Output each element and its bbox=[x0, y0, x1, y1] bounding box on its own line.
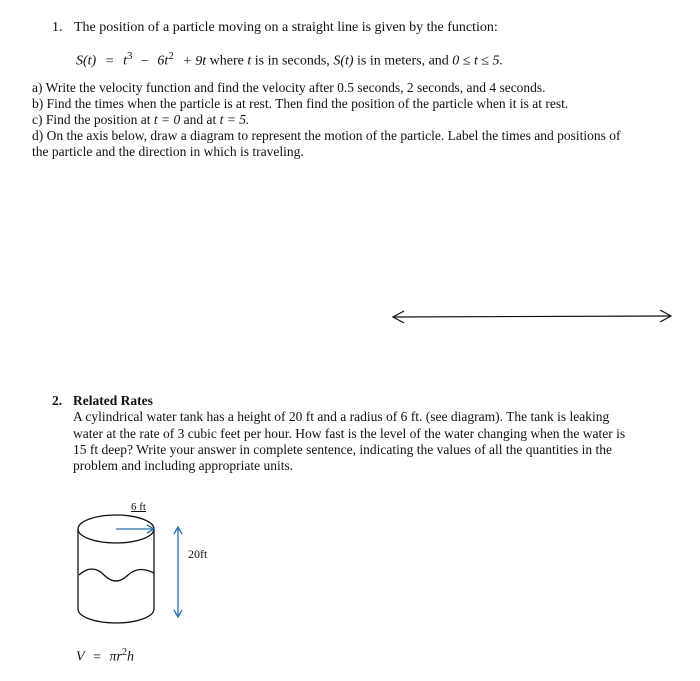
part-c bbox=[32, 111, 249, 128]
position-function bbox=[76, 47, 503, 71]
part-b: b) Find the times when the particle is at rest. Then find the position of the particle when it is at rest. bbox=[32, 96, 569, 111]
volume-v: V bbox=[76, 649, 85, 665]
where-text: where bbox=[209, 53, 244, 69]
problem2-line2: water at the rate of 3 cubic feet per hour. How fast is the level of the water changing when the water is bbox=[73, 426, 626, 441]
exponent-3: 3 bbox=[127, 50, 133, 62]
radius-label: 6 ft bbox=[131, 501, 146, 513]
problem1-intro: The position of a particle moving on a straight line is given by the function: bbox=[74, 20, 498, 35]
seconds-text: is in seconds, bbox=[254, 53, 330, 69]
domain-range: 0 ≤ t ≤ 5. bbox=[452, 53, 504, 69]
water-surface bbox=[79, 569, 154, 581]
s-variable: S(t) bbox=[333, 53, 354, 69]
problem2-title: Related Rates bbox=[73, 393, 153, 408]
t-equals-0: t = 0 bbox=[153, 112, 181, 127]
volume-h: h bbox=[126, 649, 134, 665]
equals-sign: = bbox=[105, 53, 114, 69]
problem2-number: 2. bbox=[52, 393, 63, 408]
height-label: 20ft bbox=[188, 547, 208, 561]
cylinder-diagram bbox=[70, 505, 200, 630]
t-variable: t bbox=[247, 53, 252, 69]
problem2-line3: 15 ft deep? Write your answer in complete sentence, indicating the values of all the quantities in the bbox=[73, 442, 613, 457]
volume-formula bbox=[76, 647, 134, 666]
six-t-term: 6t bbox=[157, 53, 169, 69]
axis-line bbox=[394, 316, 670, 317]
s-of-t: S(t) bbox=[76, 53, 97, 69]
t-term: t bbox=[123, 53, 128, 69]
minus-sign: − bbox=[141, 53, 149, 69]
nine-t-term: + 9t bbox=[182, 53, 207, 69]
meters-text: is in meters, and bbox=[357, 53, 449, 69]
part-a: a) Write the velocity function and find the velocity after 0.5 seconds, 2 seconds, and 4 seconds. bbox=[32, 80, 546, 95]
problem1-number: 1. bbox=[52, 20, 63, 35]
cylinder-bottom bbox=[78, 609, 154, 623]
volume-pi-r: πr bbox=[109, 649, 122, 665]
exponent-2: 2 bbox=[168, 50, 174, 62]
part-c-text: c) Find the position at bbox=[32, 112, 151, 127]
volume-equals: = bbox=[93, 649, 101, 665]
motion-axis bbox=[390, 308, 675, 326]
part-d-line2: the particle and the direction in which is traveling. bbox=[32, 144, 304, 159]
t-equals-5: t = 5. bbox=[219, 112, 250, 127]
problem2-line1: A cylindrical water tank has a height of 20 ft and a radius of 6 ft. (see diagram). The tank is leaking bbox=[73, 409, 610, 424]
problem2-line4: problem and including appropriate units. bbox=[73, 458, 294, 473]
part-c-and: and at bbox=[183, 112, 217, 127]
volume-exponent: 2 bbox=[121, 647, 127, 658]
part-d-line1: d) On the axis below, draw a diagram to represent the motion of the particle. Label the times and positions of bbox=[32, 128, 621, 143]
